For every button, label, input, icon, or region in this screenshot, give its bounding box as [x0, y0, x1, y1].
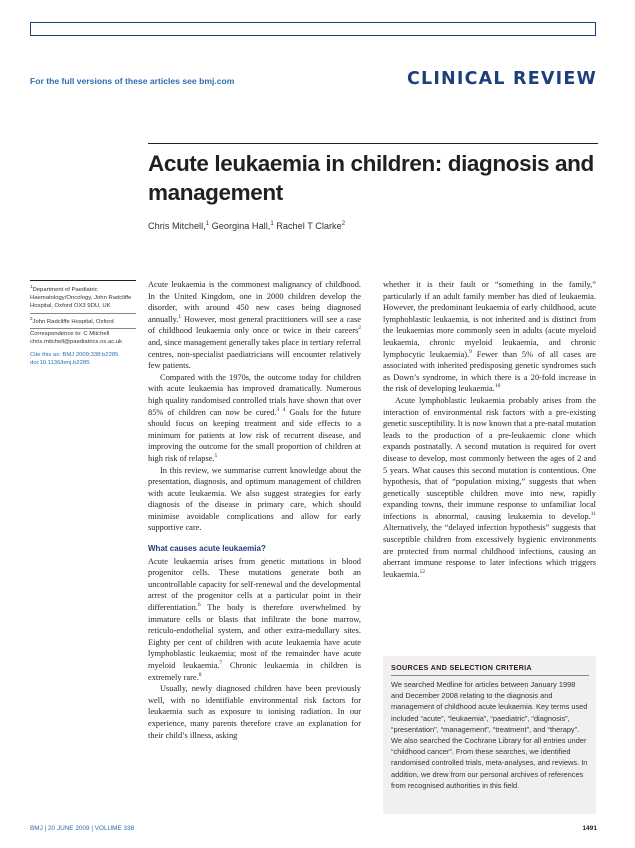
box-title: SOURCES AND SELECTION CRITERIA	[391, 663, 532, 672]
author-name: Georgina Hall,	[209, 221, 271, 232]
correspondence: Correspondence to: C Mitchell	[30, 330, 110, 337]
paragraph: In this review, we summarise current knowledge about the presentation, diagnosis, and optimum management of children with acute leukaemia. We also suggest strategies for early diagnosis of the disease in primary care, which should minimise avoidable complications and allow for early supportive care.	[148, 465, 361, 533]
sidebar-divider	[30, 328, 136, 329]
article-title: Acute leukaemia in children: diagnosis and management	[148, 151, 594, 205]
header-frame	[30, 22, 596, 36]
author-name: Rachel T Clarke	[273, 221, 342, 232]
author-list	[148, 221, 345, 231]
title-divider	[148, 143, 598, 144]
box-divider	[391, 675, 589, 676]
affiliation	[30, 315, 136, 326]
full-versions-link[interactable]: For the full versions of these articles see bmj.com	[30, 76, 235, 86]
body-column-2	[383, 279, 596, 580]
body-column-1	[148, 279, 361, 741]
sources-box	[383, 656, 596, 814]
affiliation-mark: 2	[30, 315, 33, 321]
paragraph: Compared with the 1970s, the outcome today for children with acute leukaemia has improved dramatically. Numerous high quality randomised controlled trials have shown that over 85% of children can now be cured.$^{3 4}$ Goals for the future should focus on keeping treatment and side effects to a minimum for patients at low risk of recurrent disease, and improving the outcome for the small proportion of children at high risk of relapse.$^5$	[148, 372, 361, 463]
correspondence-email[interactable]: chris.mitchell@paediatrics.ox.ac.uk	[30, 338, 123, 345]
sidebar-divider	[30, 313, 136, 314]
author-affiliation-mark: 2	[341, 221, 346, 227]
page-number: 1491	[582, 825, 597, 832]
author-affiliation-mark: 1	[205, 221, 210, 227]
cite-as: Cite this as: BMJ 2009;338:b2285	[30, 352, 119, 359]
affiliation-mark: 1	[30, 284, 33, 289]
affiliation-text: Department of Paediatric Haematology/Oncology, John Radcliffe Hospital, Oxford OX3 9DU, UK	[30, 286, 132, 310]
affiliation-text: John Radcliffe Hospital, Oxford	[32, 318, 114, 325]
paragraph: Acute lymphoblastic leukaemia probably arises from the interaction of environmental risk factors with a pre-existing genetic susceptibility. It is now known that a pre-natal mutation leads to the production of a pre-leukaemic clone which expands postnatally. A second mutation is required for overt disease to develop, most commonly between the ages of 2 and 5 years. What causes this second mutation is contentious. One hypothesis, that of “population mixing,” suggests that when genetically susceptible children move into new, rapidly expanding towns, their immune response to unfamiliar local infections is abnormal, causing leukaemia to develop.$^{11}$ Alternatively, the “delayed infection hypothesis” suggests that susceptible children from excessively hygienic environments are protected from normal childhood infections, causing an aberrant immune response to later infections which triggers leukaemia.$^{12}$	[383, 395, 596, 579]
paragraph: Acute leukaemia is the commonest malignancy of childhood. In the United Kingdom, one in 2000 children develop the disorder, with around 450 new cases being diagnosed annually.$^1$ However, most general practitioners will see a case of childhood leukaemia only once or twice in their careers$^2$ and, since management generally takes place in tertiary referral centres, non-specialist paediatricians will encounter relatively few patients.	[148, 280, 361, 371]
section-title: CLINICAL REVIEW	[406, 69, 597, 89]
affiliation	[30, 283, 136, 311]
author-affiliation-mark: 1	[270, 221, 274, 227]
sidebar-divider	[30, 280, 136, 281]
paragraph: Usually, newly diagnosed children have been previously well, with no identifiable environmental risk factors for leukaemia such as exposure to ionising radiation. In our experience, many parents therefore crave an explanation for their child’s illness, asking	[148, 684, 361, 740]
paragraph: Acute leukaemia arises from genetic mutations in blood progenitor cells. These mutations generate both an uncontrollable capacity for self-renewal and the developmental arrest of the progenitor cells at a particular point in their differentiation.$^6$ The body is therefore overwhelmed by immature cells or blasts that infiltrate the bone marrow, reticulo-endothelial system, and other extra-medullary sites. Eighty per cent of children with acute leukaemia have acute lymphoblastic leukaemia; most of the remainder have acute myeloid leukaemia.$^7$ Chronic leukaemia in children is extremely rare.$^8$	[148, 556, 361, 682]
paragraph: whether it is their fault or “something in the family,” particularly if an adult family member has died of leukaemia. However, the predominant leukaemia of early childhood, acute lymphoblastic leukaemia, is not inherited and is distinct from the leukaemias more commonly seen in adults (acute myeloid leukaemia, chronic myeloid leukaemia, and chronic lymphocytic leukaemia).$^9$ Fewer than 5% of all cases are associated with inherited predisposing genetic syndromes such as Down’s syndrome, in which there is a 20-fold increase in the risk of developing leukaemia.$^{10}$	[383, 280, 596, 394]
author-name: Chris Mitchell,	[148, 221, 206, 232]
doi-link[interactable]: doi:10.1136/bmj.b2285	[30, 360, 90, 367]
article-sidebar	[30, 280, 136, 368]
section-heading: What causes acute leukaemia?	[148, 544, 266, 554]
box-text: We searched Medline for articles between January 1998 and December 2008 relating to the diagnosis and management of childhood acute leukaemia. Key terms used included “acute”, “leukaemia”, “paediatric”, “diagnosis”, “presentation”, “management”, “treatment”, and “therapy”. We also searched the Cochrane Library for all entries under “childhood cancer”. From these searches, we identified randomised controlled trials, meta-analyses, and reviews. In addition, we drew from our personal archives of references from recognised authorities in this field.	[391, 680, 588, 790]
footer-citation: BMJ | 20 JUNE 2009 | VOLUME 338	[30, 825, 135, 832]
